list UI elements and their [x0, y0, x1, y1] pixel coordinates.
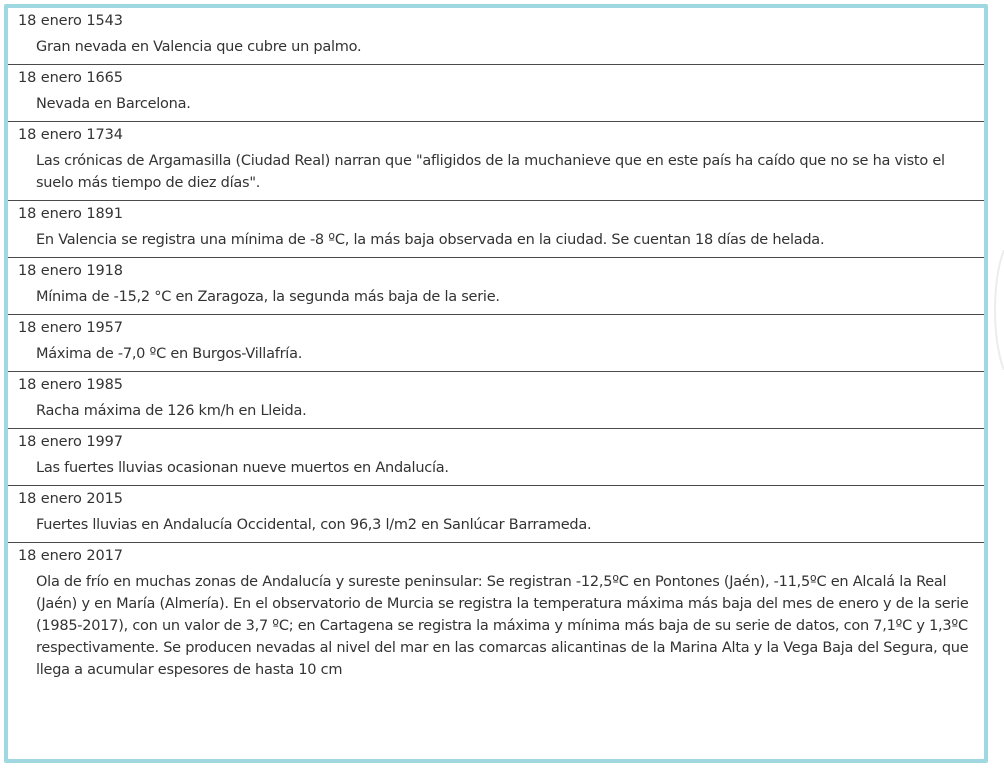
entry-date: 18 enero 2017 [18, 548, 123, 564]
list-item [8, 258, 984, 315]
entry-text: Las crónicas de Argamasilla (Ciudad Real) narran que "afligidos de la muchanieve que en este país ha caído que no se ha visto el suelo más tiempo de diez días". [36, 153, 945, 191]
entry-date: 18 enero 1665 [18, 70, 123, 86]
list-item [8, 486, 984, 543]
list-item [8, 372, 984, 429]
entry-date: 18 enero 1734 [18, 127, 123, 143]
entry-text: Ola de frío en muchas zonas de Andalucía y sureste peninsular: Se registran -12,5ºC en Pontones (Jaén), -11,5ºC en Alcalá la Real (Jaén) y en María (Almería). En el observatorio de Murcia se registra la temperatura máxima más baja del mes de enero y de la serie (1985-2017), con un valor de 3,7 ºC; en Cartagena se registra la máxima y mínima más baja de su serie de datos, con 7,1ºC y 1,3ºC respectivamente. Se producen nevadas al nivel del mar en las comarcas alicantinas de la Marina Alta y la Vega Baja del Segura, que llega a acumular espesores de hasta 10 cm [36, 574, 969, 678]
list-item [8, 8, 984, 65]
entry-date: 18 enero 2015 [18, 491, 123, 507]
entry-text: En Valencia se registra una mínima de -8 ºC, la más baja observada en la ciudad. Se cuentan 18 días de helada. [36, 232, 825, 248]
entry-text: Máxima de -7,0 ºC en Burgos-Villafría. [36, 346, 303, 362]
entry-date: 18 enero 1997 [18, 434, 123, 450]
entry-text: Gran nevada en Valencia que cubre un palmo. [36, 39, 362, 55]
entry-text: Fuertes lluvias en Andalucía Occidental, con 96,3 l/m2 en Sanlúcar Barrameda. [36, 517, 592, 533]
entry-date: 18 enero 1957 [18, 320, 123, 336]
entry-date: 18 enero 1891 [18, 206, 123, 222]
list-item [8, 429, 984, 486]
list-item [8, 65, 984, 122]
entry-date: 18 enero 1985 [18, 377, 123, 393]
list-item [8, 201, 984, 258]
efemerides-panel [4, 4, 988, 763]
entry-text: Nevada en Barcelona. [36, 96, 191, 112]
list-item [8, 543, 984, 687]
entry-date: 18 enero 1543 [18, 13, 123, 29]
entry-date: 18 enero 1918 [18, 263, 123, 279]
decorative-edge-shape [988, 250, 1004, 370]
list-item [8, 122, 984, 201]
list-item [8, 315, 984, 372]
entry-text: Racha máxima de 126 km/h en Lleida. [36, 403, 307, 419]
entry-text: Las fuertes lluvias ocasionan nueve muertos en Andalucía. [36, 460, 449, 476]
entry-text: Mínima de -15,2 °C en Zaragoza, la segunda más baja de la serie. [36, 289, 500, 305]
